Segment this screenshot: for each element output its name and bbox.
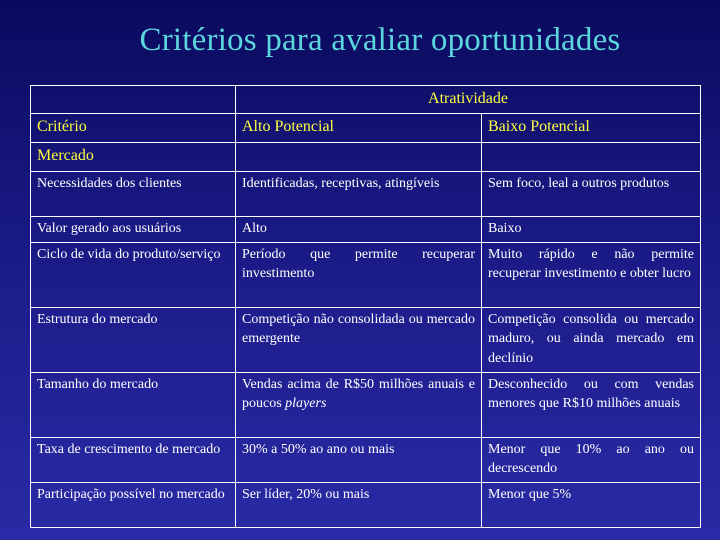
table-row (31, 372, 701, 437)
criterio-cell: Ciclo de vida do produto/serviço (31, 242, 236, 307)
section-mercado: Mercado (31, 143, 236, 172)
alto-cell: Período que permite recuperar investimento (236, 242, 482, 307)
table-row (31, 482, 701, 527)
criterio-cell: Valor gerado aos usuários (31, 217, 236, 243)
group-header-atratividade: Atratividade (236, 86, 701, 114)
table-row (31, 217, 701, 243)
criterio-cell: Tamanho do mercado (31, 372, 236, 437)
baixo-cell: Competição consolida ou mercado maduro, ou ainda mercado em declínio (482, 307, 701, 372)
baixo-cell: Desconhecido ou com vendas menores que R$10 milhões anuais (482, 372, 701, 437)
alto-cell: 30% a 50% ao ano ou mais (236, 437, 482, 482)
criterio-cell: Participação possível no mercado (31, 482, 236, 527)
alto-cell (236, 372, 482, 437)
table-row (31, 437, 701, 482)
baixo-cell: Menor que 10% ao ano ou decrescendo (482, 437, 701, 482)
alto-cell: Competição não consolidada ou mercado emergente (236, 307, 482, 372)
page-title: Critérios para avaliar oportunidades (139, 22, 621, 58)
alto-cell: Identificadas, receptivas, atingíveis (236, 172, 482, 217)
baixo-cell: Baixo (482, 217, 701, 243)
section-empty-cell (236, 143, 482, 172)
criteria-table (30, 85, 701, 528)
baixo-cell: Menor que 5% (482, 482, 701, 527)
alto-cell: Ser líder, 20% ou mais (236, 482, 482, 527)
criterio-cell: Estrutura do mercado (31, 307, 236, 372)
criterio-cell: Necessidades dos clientes (31, 172, 236, 217)
baixo-cell: Sem foco, leal a outros produtos (482, 172, 701, 217)
baixo-cell: Muito rápido e não permite recuperar investimento e obter lucro (482, 242, 701, 307)
header-criterio: Critério (31, 114, 236, 143)
table-row (31, 172, 701, 217)
header-baixo-potencial: Baixo Potencial (482, 114, 701, 143)
alto-cell: Alto (236, 217, 482, 243)
empty-header-cell (31, 86, 236, 114)
section-empty-cell (482, 143, 701, 172)
criterio-cell: Taxa de crescimento de mercado (31, 437, 236, 482)
alto-text: Vendas acima de R$50 milhões anuais e poucos (242, 376, 475, 411)
header-alto-potencial: Alto Potencial (236, 114, 482, 143)
table-row (31, 307, 701, 372)
alto-italic-text: players (285, 396, 327, 411)
table-row (31, 242, 701, 307)
